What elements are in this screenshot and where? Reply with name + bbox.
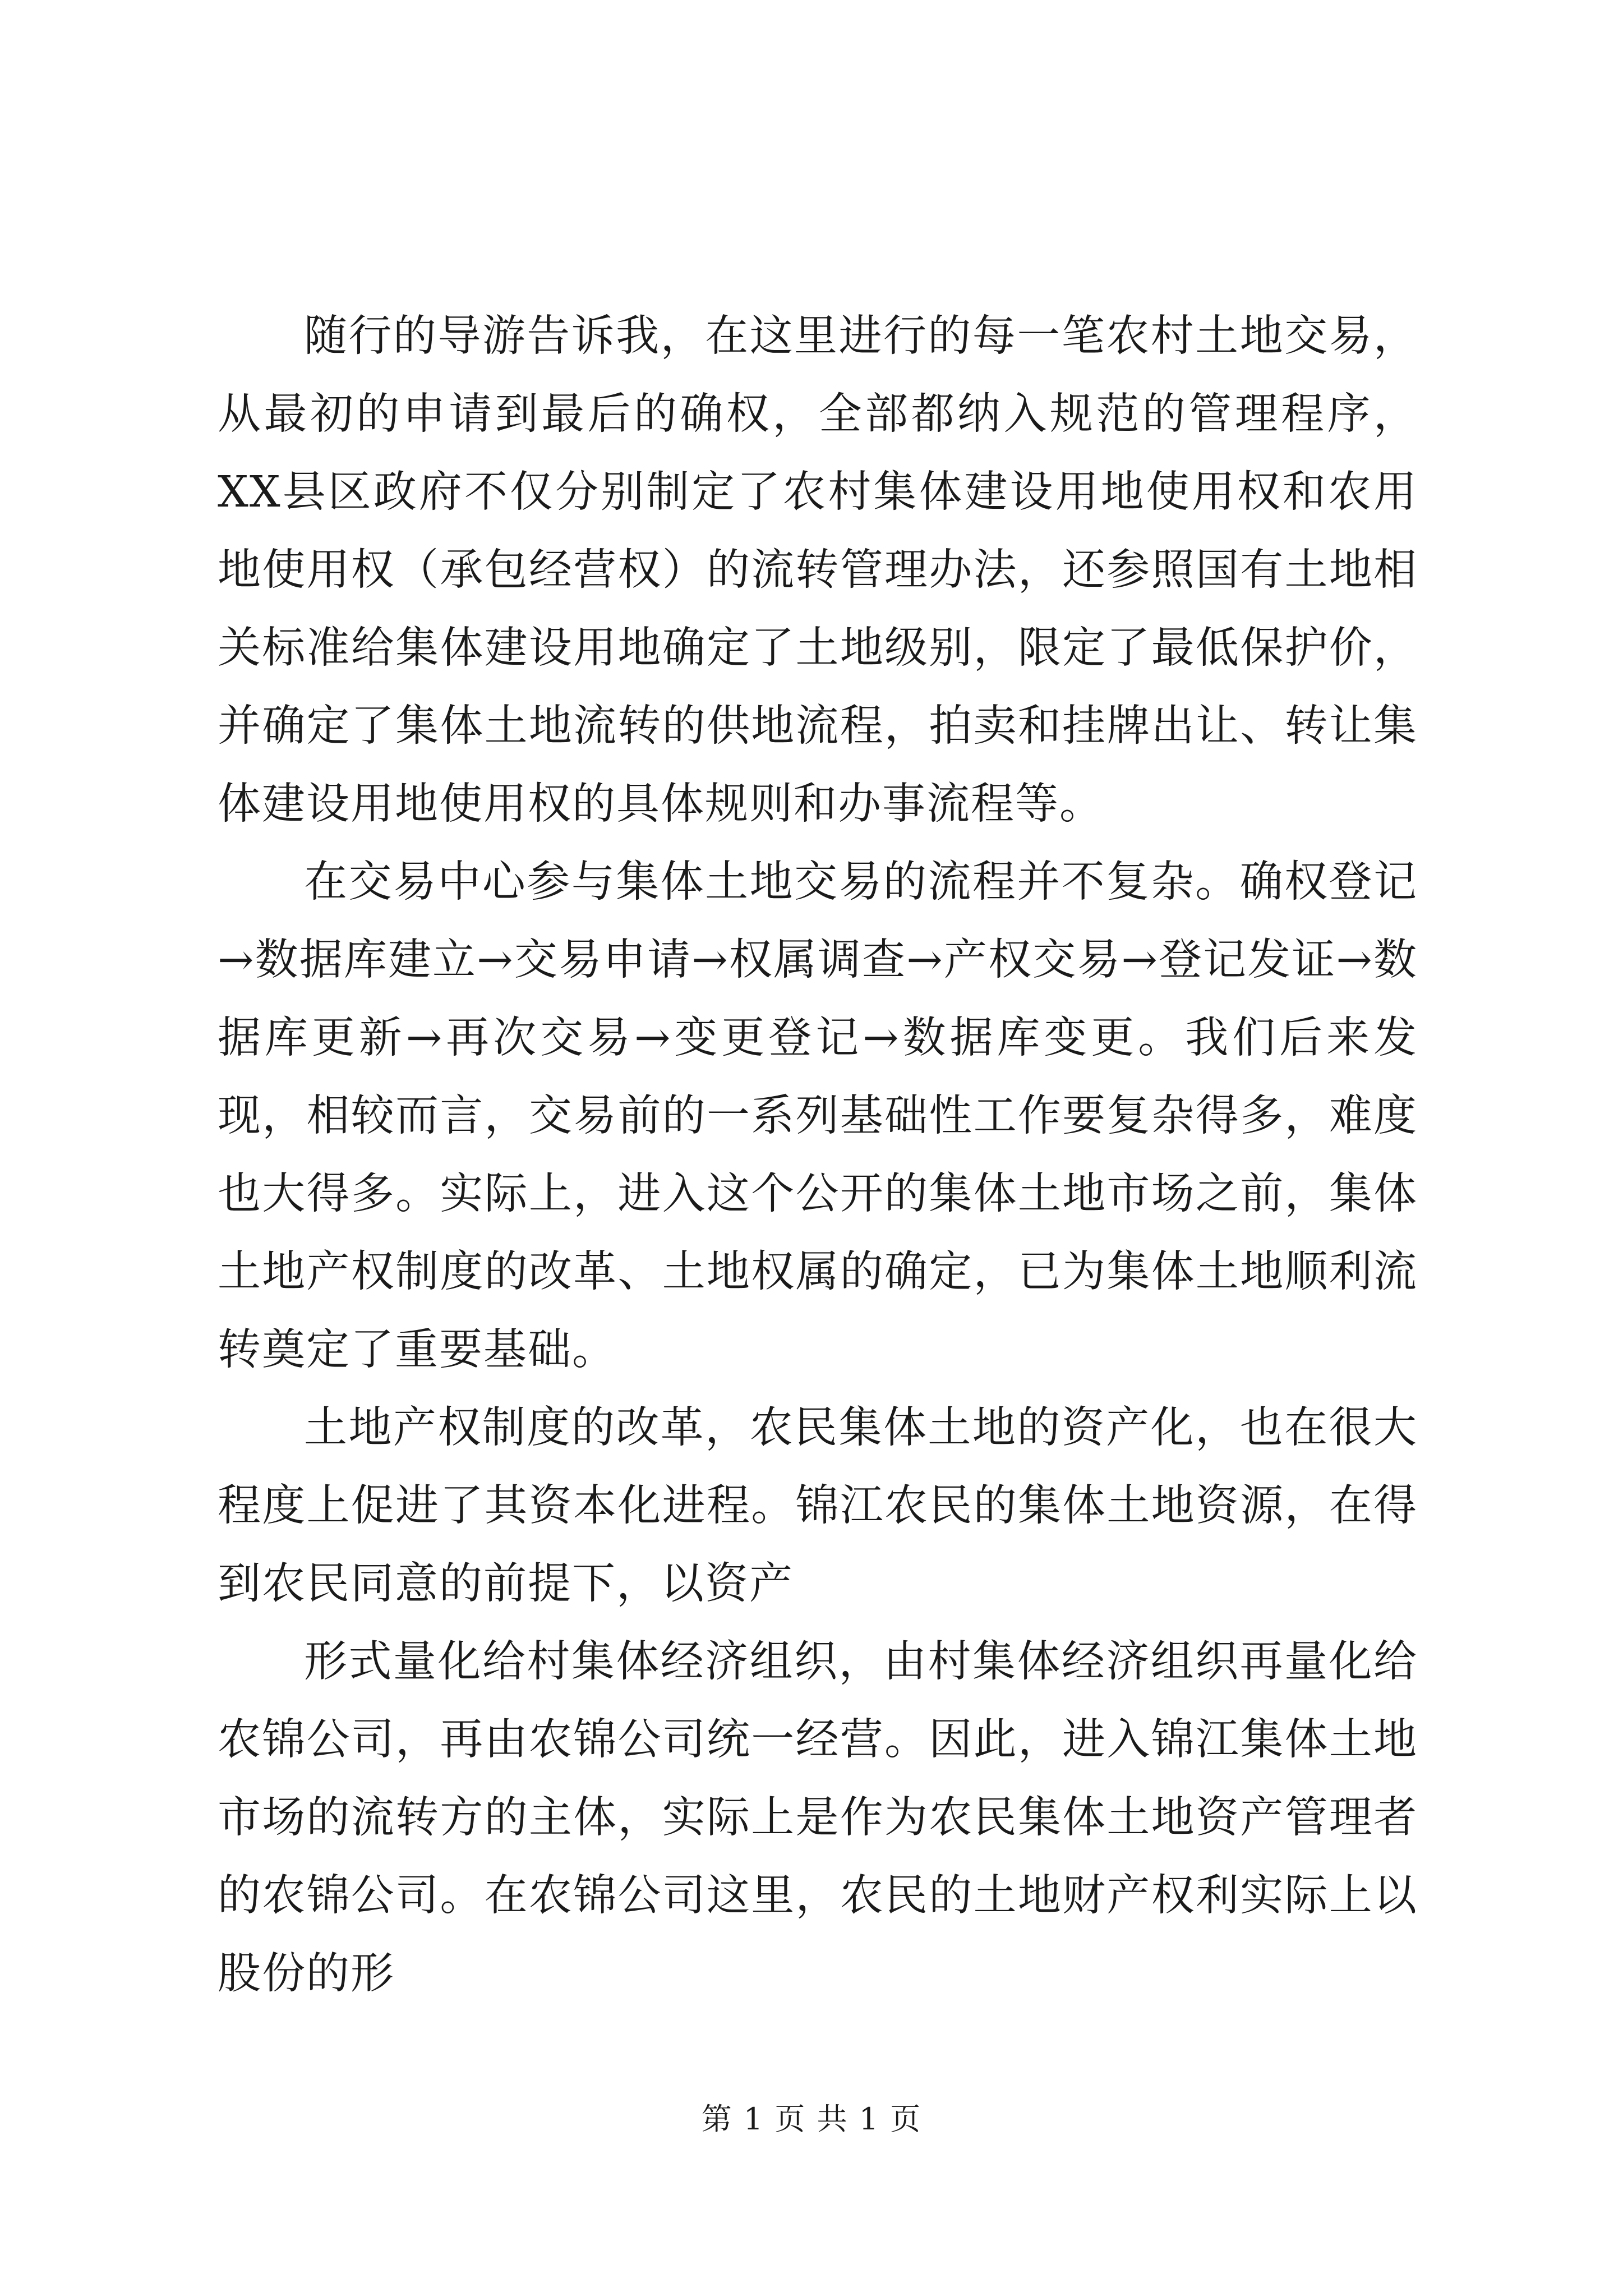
paragraph-4: 形式量化给村集体经济组织，由村集体经济组织再量化给农锦公司，再由农锦公司统一经营。因此，进入锦江集体土地市场的流转方的主体，实际上是作为农民集体土地资产管理者的农锦公司。在农锦公司这里，农民的土地财产权利实际上以股份的形: [218, 1637, 1418, 1999]
paragraph-2: 在交易中心参与集体土地交易的流程并不复杂。确权登记→数据库建立→交易申请→权属调查→产权交易→登记发证→数据库更新→再次交易→变更登记→数据库变更。我们后来发现，相较而言，交易前的一系列基础性工作要复杂得多，难度也大得多。实际上，进入这个公开的集体土地市场之前，集体土地产权制度的改革、土地权属的确定，已为集体土地顺利流转奠定了重要基础。: [218, 857, 1418, 1375]
paragraph-3: 土地产权制度的改革，农民集体土地的资产化，也在很大程度上促进了其资本化进程。锦江农民的集体土地资源，在得到农民同意的前提下，以资产: [218, 1403, 1418, 1609]
paragraph-1: 随行的导游告诉我，在这里进行的每一笔农村土地交易，从最初的申请到最后的确权，全部都纳入规范的管理程序，XX县区政府不仅分别制定了农村集体建设用地使用权和农用地使用权（承包经营权）的流转管理办法，还参照国有土地相关标准给集体建设用地确定了土地级别，限定了最低保护价，并确定了集体土地流转的供地流程，拍卖和挂牌出让、转让集体建设用地使用权的具体规则和办事流程等。: [218, 311, 1418, 829]
page-footer: 第 1 页 共 1 页: [701, 2101, 922, 2137]
document-body: [218, 297, 1418, 2013]
